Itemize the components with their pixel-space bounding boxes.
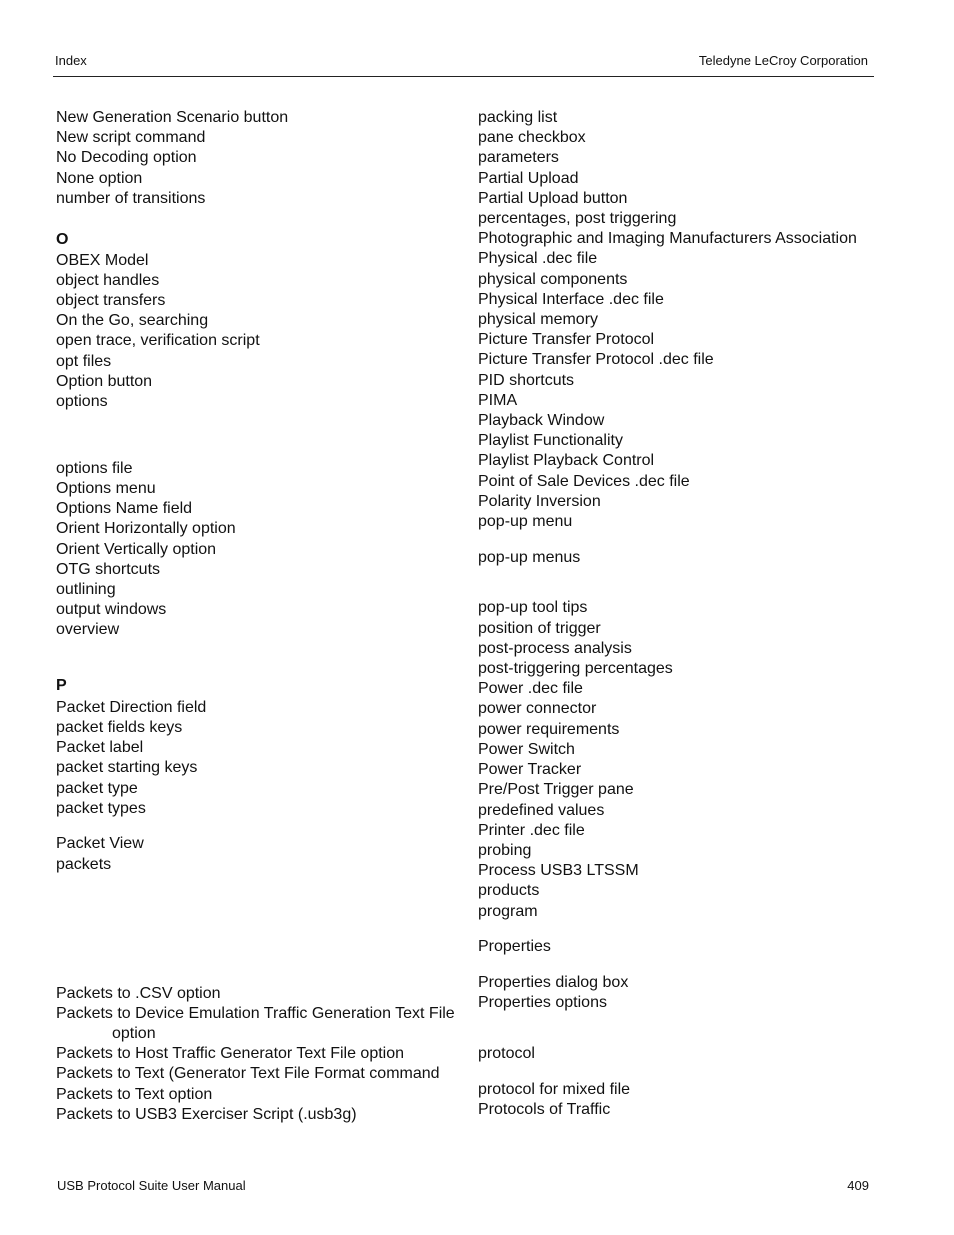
index-entry: opt files [56,352,112,370]
header-section-label: Index [55,53,87,68]
index-entry: Properties dialog box [478,973,629,991]
index-entry: Packets to Text (Generator Text File Format command [56,1065,440,1083]
index-entry: Picture Transfer Protocol .dec file [478,351,714,369]
index-entry: Protocols of Traffic [478,1100,611,1118]
index-entry: Packet label [56,739,144,757]
index-entry: packet fields keys [56,718,183,736]
index-entry: object transfers [56,292,166,310]
index-entry: options [56,393,108,411]
index-entry: Options Name field [56,500,193,518]
index-entry: pane checkbox [478,129,586,147]
index-entry: power requirements [478,720,620,738]
index-entry: probing [478,841,532,859]
index-entry: Process USB3 LTSSM [478,862,639,880]
footer-manual-title: USB Protocol Suite User Manual [57,1178,246,1193]
index-entry: number of transitions [56,189,206,207]
index-entry: output windows [56,601,167,619]
index-entry: PID shortcuts [478,371,575,389]
index-entry: Power Tracker [478,761,582,779]
index-entry: physical memory [478,311,599,329]
index-entry: New script command [56,129,206,147]
index-entry: Pre/Post Trigger pane [478,781,634,799]
index-entry: open trace, verification script [56,332,260,350]
index-entry: power connector [478,700,597,718]
index-entry: Option button [56,372,153,390]
index-entry: Playlist Functionality [478,432,623,450]
index-entry: position of trigger [478,619,601,637]
index-entry: Packets to Text option [56,1085,213,1103]
index-entry: outlining [56,580,116,598]
index-entry: Printer .dec file [478,821,585,839]
index-entry: protocol [478,1044,535,1062]
index-entry: pop-up tool tips [478,599,588,617]
index-entry: Orient Vertically option [56,540,217,558]
index-entry: Picture Transfer Protocol [478,331,655,349]
index-entry: PIMA [478,391,518,409]
index-entry: products [478,882,540,900]
index-entry: Properties [478,938,551,956]
index-entry: Packets to .CSV option [56,984,221,1002]
index-entry: overview [56,621,120,639]
index-entry: packet starting keys [56,759,198,777]
index-entry: packing list [478,109,558,126]
index-entry: Photographic and Imaging Manufacturers Association [478,230,857,248]
index-entry: Partial Upload button [478,189,628,207]
index-entry: percentages, post triggering [478,210,677,228]
index-entry: Packet View [56,835,144,853]
index-entry: On the Go, searching [56,312,209,330]
index-entry: Packets to Device Emulation Traffic Generation Text File option [56,1004,455,1042]
index-entry: parameters [478,149,559,167]
header-company-name: Teledyne LeCroy Corporation [698,53,868,68]
header-divider [53,76,874,77]
index-column-left [56,108,456,1125]
index-entry: Properties options [478,994,607,1012]
index-entry: Partial Upload [478,169,579,187]
index-entry: Playback Window [478,412,605,430]
index-entry: Options menu [56,479,156,497]
index-entry: Polarity Inversion [478,492,601,510]
index-entry: Power .dec file [478,680,583,698]
index-entry: Physical Interface .dec file [478,290,664,308]
index-entry: packets [56,855,112,873]
index-entry: post-process analysis [478,639,632,657]
index-entry: OTG shortcuts [56,560,161,578]
index-entry: Power Switch [478,740,575,758]
index-entry: predefined values [478,801,605,819]
index-column-right [478,108,878,1120]
index-entry: post-triggering percentages [478,660,673,678]
footer-page-number: 409 [847,1178,869,1193]
index-entry: Orient Horizontally option [56,520,236,538]
index-letter-heading: P [56,677,67,695]
index-entry: object handles [56,271,160,289]
index-entry: pop-up menu [478,513,573,531]
index-entry: None option [56,169,143,187]
index-entry: Playlist Playback Control [478,452,655,470]
index-entry: Packets to Host Traffic Generator Text File option [56,1045,405,1063]
index-entry: pop-up menus [478,548,581,566]
index-entry: Physical .dec file [478,250,598,268]
index-entry: physical components [478,270,628,288]
index-letter-heading: O [56,231,69,249]
index-entry: New Generation Scenario button [56,109,289,126]
index-entry: No Decoding option [56,149,197,167]
index-entry: program [478,902,538,920]
index-entry: packet type [56,779,138,797]
index-entry: Packet Direction field [56,698,207,716]
index-entry: Packets to USB3 Exerciser Script (.usb3g) [56,1105,357,1123]
index-entry: OBEX Model [56,251,149,269]
index-entry: options file [56,459,133,477]
index-entry: protocol for mixed file [478,1080,631,1098]
index-entry: packet types [56,799,146,817]
index-entry: Point of Sale Devices .dec file [478,472,690,490]
